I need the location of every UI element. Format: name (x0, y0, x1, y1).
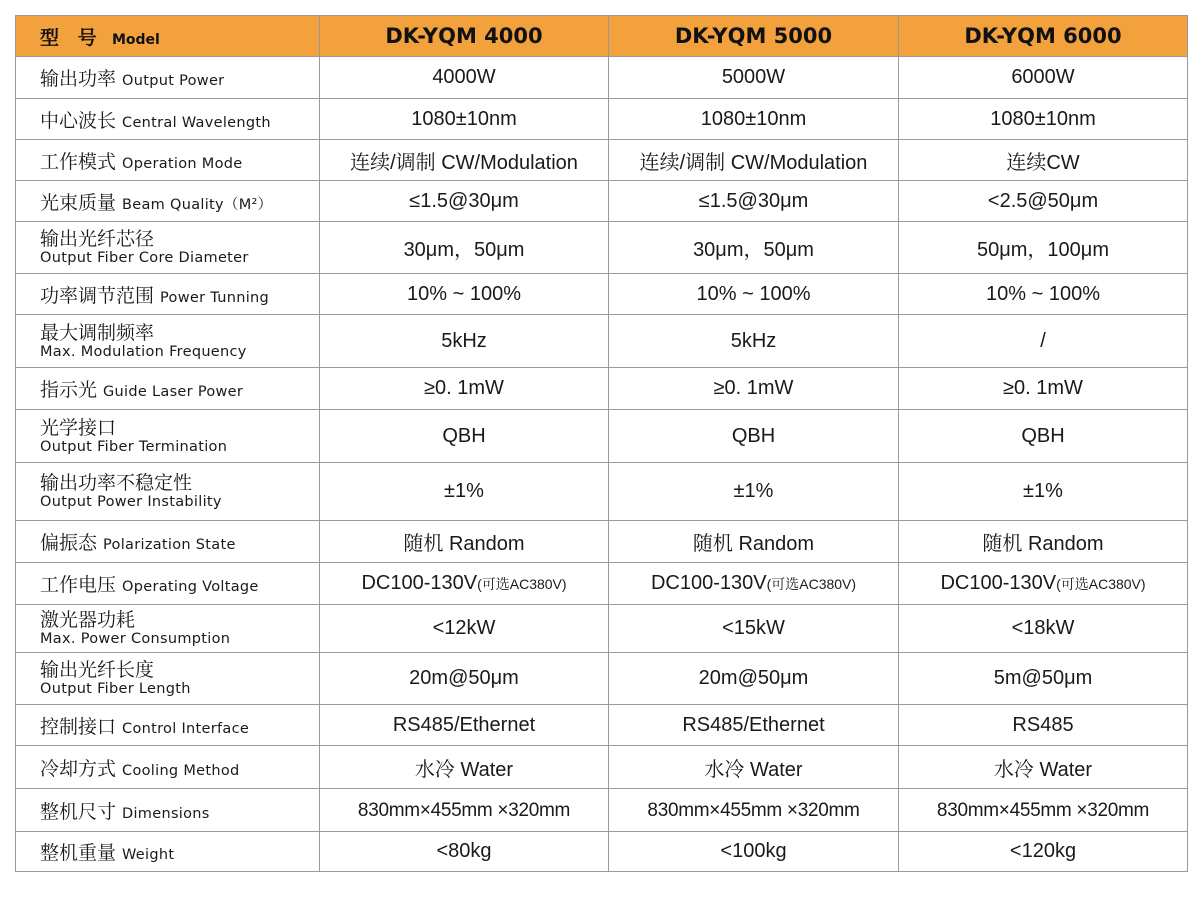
spec-label-en: Output Power Instability (40, 494, 222, 510)
spec-value-cell (609, 746, 899, 789)
spec-row (16, 315, 1188, 368)
spec-row (16, 746, 1188, 789)
spec-label-cell (16, 789, 320, 832)
spec-value: 5m@50μm (993, 667, 1093, 689)
spec-value-note: (可选AC380V) (477, 576, 567, 592)
spec-value-note: (可选AC380V) (766, 576, 857, 592)
spec-row (16, 789, 1188, 832)
spec-value: 50μm，100μm (977, 239, 1109, 261)
spec-value-cell (899, 410, 1188, 463)
spec-label-cn: 指示光 (40, 379, 98, 401)
spec-value: 水冷 Water (414, 758, 514, 781)
spec-label-cn: 输出光纤长度 (40, 659, 155, 681)
spec-value-cell (899, 315, 1188, 368)
spec-value-cell (609, 222, 899, 274)
spec-value-cell (609, 521, 899, 563)
spec-value: 30μm，50μm (693, 239, 814, 261)
spec-value-cell (899, 181, 1188, 222)
spec-value: 水冷 Water (704, 758, 803, 781)
spec-label-en: Dimensions (122, 805, 210, 822)
spec-label-cn: 冷却方式 (40, 757, 117, 780)
spec-value: DC100-130V (940, 572, 1057, 594)
spec-label-cn: 激光器功耗 (40, 609, 136, 631)
spec-label-cn: 中心波长 (40, 109, 117, 132)
spec-value-cell (320, 521, 609, 563)
spec-value-cell (899, 563, 1188, 605)
spec-value-cell (899, 140, 1188, 181)
spec-value-cell (609, 315, 899, 368)
spec-label-cn: 工作模式 (40, 150, 117, 173)
spec-value-cell (899, 521, 1188, 563)
spec-value-cell (899, 99, 1188, 140)
spec-value-cell (609, 563, 899, 605)
spec-value: 30μm，50μm (403, 239, 525, 261)
spec-value: ±1% (444, 480, 484, 502)
spec-value-cell (320, 181, 609, 222)
spec-value: 水冷 Water (993, 758, 1093, 781)
spec-value: <2.5@50μm (987, 189, 1099, 212)
spec-value-cell (609, 410, 899, 463)
spec-value-cell (320, 222, 609, 274)
spec-value-cell (609, 653, 899, 705)
spec-value-cell (609, 832, 899, 872)
spec-row (16, 521, 1188, 563)
spec-value-cell (899, 605, 1188, 653)
spec-row (16, 653, 1188, 705)
spec-label-cn: 输出功率 (40, 68, 117, 90)
spec-label-en: Output Power (122, 73, 225, 89)
spec-value-cell (320, 746, 609, 789)
spec-value: 连续/调制 CW/Modulation (639, 151, 868, 174)
spec-value: QBH (1021, 424, 1065, 447)
spec-value: 830mm×455mm ×320mm (936, 799, 1150, 821)
spec-label-cell (16, 463, 320, 521)
spec-label-cell (16, 368, 320, 410)
spec-label-cn: 最大调制频率 (40, 321, 155, 344)
model-name-3: DK-YQM 6000 (899, 16, 1188, 57)
spec-label-cell (16, 181, 320, 222)
model-label-cn: 型 号 (40, 26, 103, 49)
spec-value-cell (320, 368, 609, 410)
spec-row (16, 463, 1188, 521)
spec-value: 6000W (1011, 66, 1075, 88)
spec-label-cn: 输出光纤芯径 (40, 228, 155, 250)
spec-value: ±1% (1023, 480, 1063, 502)
spec-value: ≤1.5@30μm (409, 189, 519, 212)
spec-value-cell (609, 181, 899, 222)
spec-label-cn: 光学接口 (40, 416, 117, 439)
spec-value: 1080±10nm (411, 107, 517, 130)
spec-value: RS485/Ethernet (682, 713, 825, 736)
spec-label-en: Operation Mode (122, 155, 243, 172)
model-label-en: Model (111, 31, 160, 48)
spec-value-cell (320, 705, 609, 746)
spec-value-cell (609, 57, 899, 99)
spec-value-cell (320, 315, 609, 368)
spec-value: DC100-130V (361, 572, 478, 594)
spec-label-en: Cooling Method (122, 762, 240, 779)
spec-value-cell (320, 140, 609, 181)
spec-row (16, 181, 1188, 222)
spec-value: 20m@50μm (698, 667, 809, 689)
spec-row (16, 705, 1188, 746)
spec-value-cell (609, 274, 899, 315)
spec-value: 随机 Random (982, 533, 1104, 555)
spec-value: 10% ~ 100% (986, 282, 1100, 305)
spec-value: <15kW (722, 617, 785, 639)
spec-value-cell (320, 57, 609, 99)
spec-label-cell (16, 653, 320, 705)
spec-label-en: Max. Modulation Frequency (40, 343, 247, 360)
spec-label-cell (16, 57, 320, 99)
spec-value: <120kg (1009, 840, 1077, 862)
spec-value-cell (320, 99, 609, 140)
spec-value: 5kHz (441, 329, 487, 352)
model-name-2: DK-YQM 5000 (609, 16, 899, 57)
spec-label-cn: 输出功率不稳定性 (40, 472, 193, 494)
spec-table (15, 15, 1188, 872)
spec-value: ≥0. 1mW (424, 377, 504, 399)
spec-value-cell (320, 563, 609, 605)
spec-value-cell (320, 274, 609, 315)
spec-value: 10% ~ 100% (407, 282, 521, 305)
spec-value: 4000W (432, 66, 496, 88)
spec-value-cell (899, 746, 1188, 789)
spec-label-cell (16, 222, 320, 274)
spec-label-cell (16, 746, 320, 789)
spec-label-cn: 整机重量 (40, 842, 117, 864)
spec-label-cn: 工作电压 (40, 574, 117, 596)
spec-value: 1080±10nm (990, 107, 1096, 130)
spec-value: DC100-130V (650, 572, 767, 594)
spec-value: 10% ~ 100% (696, 282, 811, 305)
spec-value: QBH (731, 424, 776, 447)
spec-label-cell (16, 410, 320, 463)
spec-value-cell (899, 57, 1188, 99)
spec-value-cell (899, 705, 1188, 746)
spec-value-cell (899, 274, 1188, 315)
header-row (16, 16, 1188, 57)
spec-value-cell (320, 410, 609, 463)
spec-row (16, 274, 1188, 315)
spec-value-cell (609, 705, 899, 746)
spec-body (16, 57, 1188, 872)
spec-label-en: Central Wavelength (122, 114, 271, 131)
spec-value: ≥0. 1mW (713, 377, 794, 399)
spec-row (16, 368, 1188, 410)
spec-label-en: Guide Laser Power (103, 384, 244, 400)
spec-value: ≤1.5@30μm (698, 189, 809, 212)
spec-label-en: Max. Power Consumption (40, 631, 231, 647)
spec-label-cn: 控制接口 (40, 715, 117, 738)
spec-label-cell (16, 605, 320, 653)
spec-label-en: Polarization State (103, 537, 236, 553)
spec-value-cell (320, 832, 609, 872)
spec-label-cn: 功率调节范围 (40, 284, 155, 307)
spec-label-en: Weight (122, 847, 175, 863)
spec-value: 连续/调制 CW/Modulation (350, 151, 578, 174)
spec-value-cell (320, 653, 609, 705)
spec-value: 1080±10nm (700, 107, 807, 130)
spec-value: / (1040, 329, 1046, 352)
spec-value-cell (899, 653, 1188, 705)
spec-value-cell (609, 789, 899, 832)
spec-value-cell (609, 463, 899, 521)
spec-label-cell (16, 274, 320, 315)
spec-value-cell (609, 605, 899, 653)
spec-value: 连续CW (1006, 151, 1080, 174)
spec-value-cell (609, 99, 899, 140)
spec-label-en: Output Fiber Termination (40, 438, 228, 455)
spec-value: 随机 Random (692, 533, 815, 555)
spec-value: <12kW (432, 617, 496, 639)
spec-value: <100kg (720, 840, 787, 862)
spec-value-cell (609, 368, 899, 410)
spec-value-cell (899, 463, 1188, 521)
spec-label-cell (16, 521, 320, 563)
spec-value-cell (899, 222, 1188, 274)
spec-label-cell (16, 705, 320, 746)
spec-value: 830mm×455mm ×320mm (357, 799, 571, 821)
spec-label-cell (16, 140, 320, 181)
spec-label-cn: 偏振态 (40, 532, 98, 554)
spec-label-en: Beam Quality（M²） (122, 196, 273, 213)
spec-value: 830mm×455mm ×320mm (647, 799, 860, 821)
spec-value: ≥0. 1mW (1003, 377, 1083, 399)
spec-value: ±1% (733, 480, 774, 502)
spec-row (16, 563, 1188, 605)
spec-label-cell (16, 563, 320, 605)
spec-value: RS485 (1012, 713, 1074, 736)
spec-value: <80kg (436, 840, 492, 862)
spec-value: 5000W (721, 66, 786, 88)
spec-label-en: Power Tunning (160, 289, 270, 306)
spec-label-cell (16, 99, 320, 140)
spec-label-en: Output Fiber Core Diameter (40, 250, 249, 266)
spec-value-cell (320, 463, 609, 521)
model-name-1: DK-YQM 4000 (320, 16, 609, 57)
spec-value: <18kW (1011, 617, 1075, 639)
spec-row (16, 57, 1188, 99)
spec-label-en: Operating Voltage (122, 579, 259, 595)
spec-value: 随机 Random (403, 533, 525, 555)
spec-label-cell (16, 315, 320, 368)
spec-row (16, 140, 1188, 181)
spec-value-cell (899, 832, 1188, 872)
spec-value-cell (609, 140, 899, 181)
spec-value-cell (899, 368, 1188, 410)
spec-row (16, 99, 1188, 140)
spec-label-en: Control Interface (122, 720, 250, 737)
spec-value-cell (899, 789, 1188, 832)
spec-value: 20m@50μm (409, 667, 519, 689)
model-header-cell (16, 16, 320, 57)
spec-value: RS485/Ethernet (392, 713, 536, 736)
spec-value-cell (320, 789, 609, 832)
spec-value-note: (可选AC380V) (1056, 576, 1146, 592)
spec-value-cell (320, 605, 609, 653)
spec-label-cn: 光束质量 (40, 191, 117, 214)
spec-row (16, 410, 1188, 463)
spec-label-en: Output Fiber Length (40, 681, 191, 697)
spec-value: QBH (442, 424, 486, 447)
spec-row (16, 222, 1188, 274)
spec-label-cell (16, 832, 320, 872)
spec-row (16, 832, 1188, 872)
spec-row (16, 605, 1188, 653)
spec-value: 5kHz (730, 329, 777, 352)
spec-label-cn: 整机尺寸 (40, 800, 117, 823)
